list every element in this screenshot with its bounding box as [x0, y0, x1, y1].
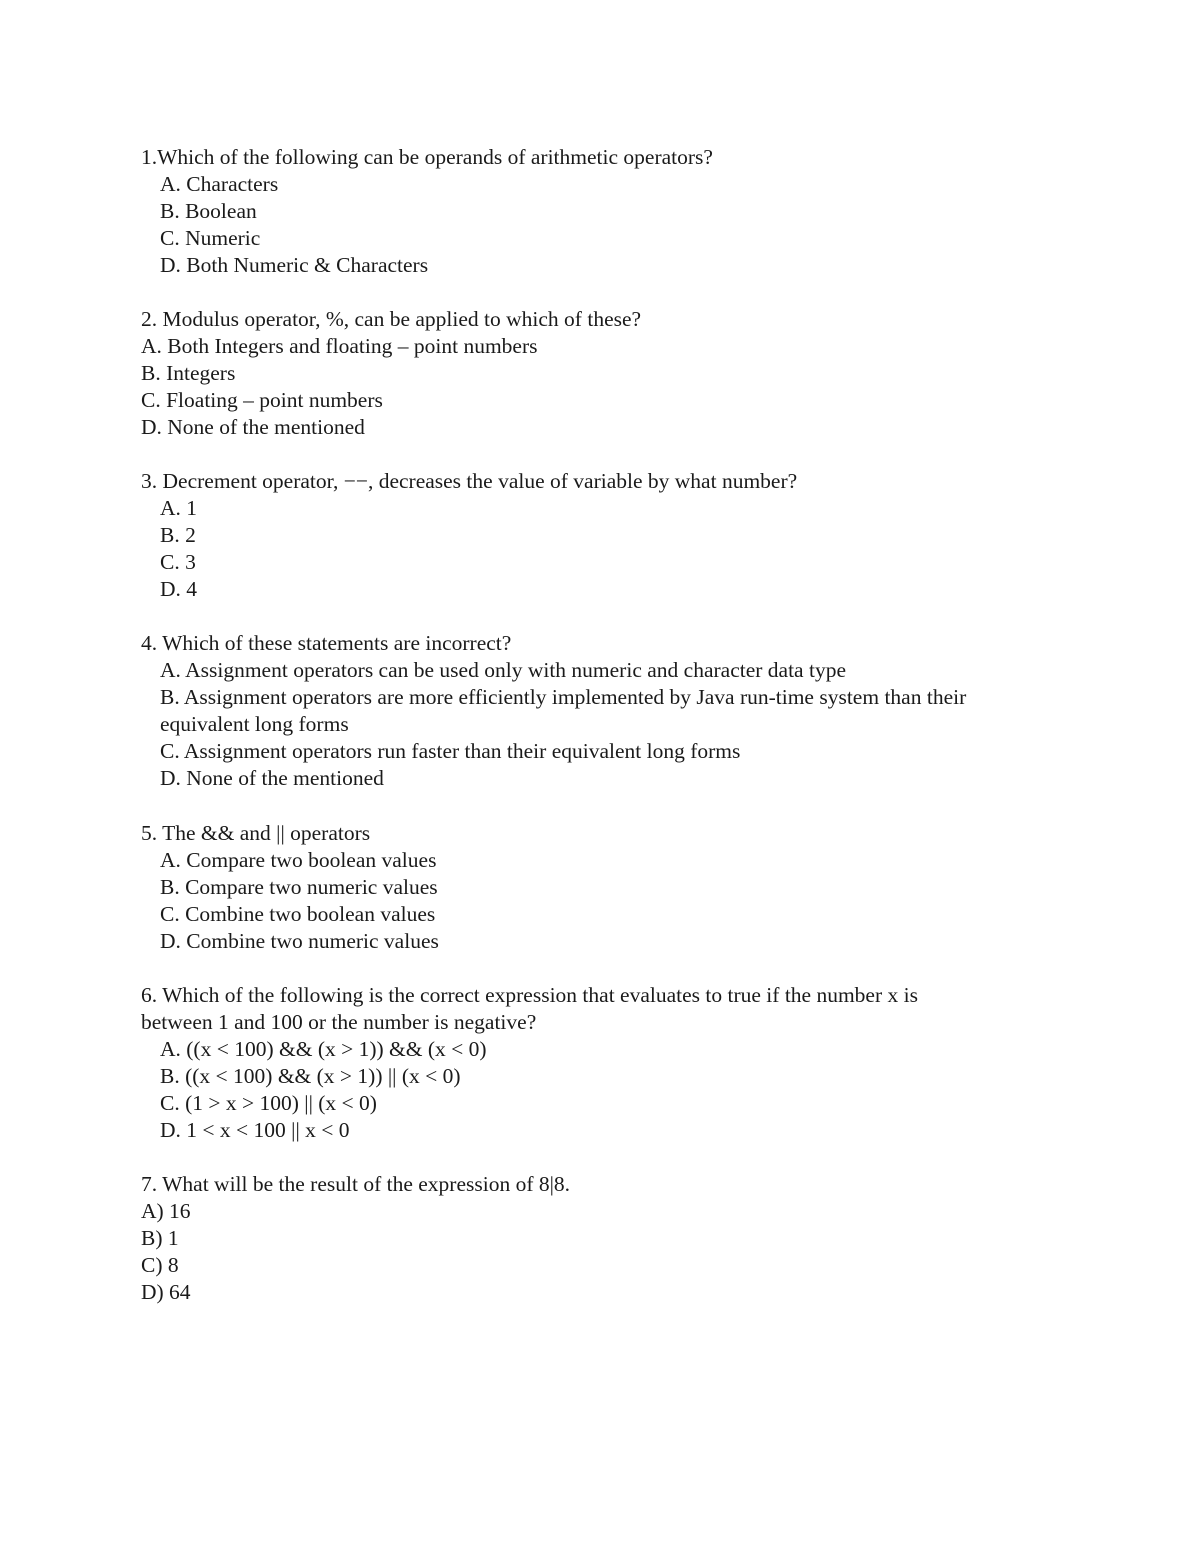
question-text: 5. The && and || operators [141, 821, 371, 845]
option-b: B. 2 [160, 523, 196, 547]
option-b: B. Compare two numeric values [160, 875, 438, 899]
option-b: B. Boolean [160, 199, 257, 223]
question-text: 1.Which of the following can be operands of arithmetic operators? [141, 145, 713, 169]
question-2 [141, 306, 1061, 441]
question-4 [141, 630, 1061, 792]
option-b: B. ((x < 100) && (x > 1)) || (x < 0) [160, 1064, 461, 1088]
option-d: D. None of the mentioned [160, 766, 384, 790]
question-text: 4. Which of these statements are incorrect? [141, 631, 512, 655]
question-text: 6. Which of the following is the correct expression that evaluates to true if the number x is [141, 983, 918, 1007]
option-c: C. Floating – point numbers [141, 388, 383, 412]
option-a: A. Compare two boolean values [160, 848, 437, 872]
question-text: 2. Modulus operator, %, can be applied to which of these? [141, 307, 642, 331]
option-b: B. Integers [141, 361, 236, 385]
option-c: C. (1 > x > 100) || (x < 0) [160, 1091, 377, 1115]
option-d: D. Both Numeric & Characters [160, 253, 429, 277]
question-text: 7. What will be the result of the expression of 8|8. [141, 1172, 571, 1196]
question-5 [141, 820, 1061, 955]
option-a: A. 1 [160, 496, 198, 520]
question-6 [141, 982, 1061, 1144]
option-d: D. None of the mentioned [141, 415, 365, 439]
option-a: A) 16 [141, 1199, 191, 1223]
option-c: C. Combine two boolean values [160, 902, 436, 926]
option-d: D. 4 [160, 577, 198, 601]
option-a: A. Characters [160, 172, 279, 196]
option-a: A. Both Integers and floating – point numbers [141, 334, 538, 358]
option-b: B. Assignment operators are more efficiently implemented by Java run-time system than their [160, 685, 967, 709]
option-b-continued: equivalent long forms [160, 712, 349, 736]
question-text-continued: between 1 and 100 or the number is negative? [141, 1010, 537, 1034]
option-c: C. Assignment operators run faster than their equivalent long forms [160, 739, 741, 763]
option-c: C. 3 [160, 550, 196, 574]
option-b: B) 1 [141, 1226, 179, 1250]
option-a: A. Assignment operators can be used only with numeric and character data type [160, 658, 846, 682]
question-1 [141, 144, 1061, 279]
option-d: D) 64 [141, 1280, 191, 1304]
option-d: D. 1 < x < 100 || x < 0 [160, 1118, 350, 1142]
option-a: A. ((x < 100) && (x > 1)) && (x < 0) [160, 1037, 487, 1061]
option-d: D. Combine two numeric values [160, 929, 439, 953]
question-7 [141, 1171, 1061, 1306]
question-3 [141, 468, 1061, 603]
option-c: C. Numeric [160, 226, 261, 250]
option-c: C) 8 [141, 1253, 179, 1277]
question-text: 3. Decrement operator, −−, decreases the value of variable by what number? [141, 469, 798, 493]
